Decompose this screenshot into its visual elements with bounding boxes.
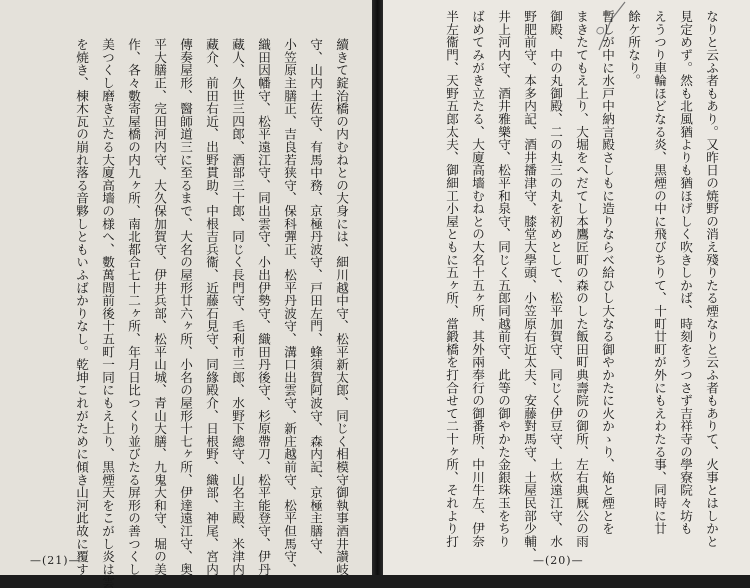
right-page bbox=[383, 0, 750, 575]
left-page-text bbox=[68, 38, 354, 588]
text-column: 小笠原主膳正、吉良若狭守、保科彈正、松平丹波守、溝口出雲守、新庄越前守、松平但馬守、 bbox=[282, 38, 297, 576]
text-column: 半左衞門、天野五郎太夫、御細工小屋ともに五ヶ所、當鍛橋を打合せて二十ヶ所、それより打 bbox=[444, 10, 459, 548]
book-gutter bbox=[372, 0, 383, 575]
left-page-number: —(21)— bbox=[30, 554, 81, 567]
text-column: 餘ケ所なり。 bbox=[626, 10, 641, 87]
text-column: 作、各々數寄屋橋の内九ヶ所、南北都合七十二ヶ所、年月日比つくり並びたる屏形の善つくし bbox=[126, 38, 141, 576]
text-column: 野肥前守、本多内記、酒井播津守、膝堂大學頭、小笠原右近太夫、安藤對馬守、土屋民部少輔、 bbox=[522, 10, 537, 561]
right-page-number: —(20)— bbox=[533, 554, 584, 567]
text-column: 井上河内守、酒井雅樂守、松平和泉守、同じく五郎同越前守、此等の御やかた金銀珠玉をちり bbox=[496, 10, 511, 548]
text-column: 美つくし磨き立たる大廈高墻の様へ、數萬間前後十五町一同にもえ上り、黒煙天をこがし炎は雲 bbox=[100, 38, 115, 588]
text-column: 暫しが中に水戸中納言殿さしもに造りならべ給ひし大なる御やかたに火かゝり、焔と煙とを bbox=[600, 10, 615, 535]
text-column: まきたてもえ上り、大堀をへだてし本鷹匠町の森のした飯田町典壽院の御所、左右典厩公の雨 bbox=[574, 10, 589, 548]
text-column: 續きて錠治橋の内むねとの大身には、細川越中守、松平新太郎、同じく相模守御執事酒井讃岐 bbox=[334, 38, 349, 576]
text-column: ばめてみがき立たる、大廈高墻むねとの大名十五ヶ所、其外兩奉行の御番所、中川牛左、伊奈 bbox=[470, 10, 485, 548]
text-column: 平大膳正、完田河内守、大久保加賀守、伊井兵部、松平山城、青山大膳、九鬼大和守、堀の美 bbox=[152, 38, 167, 576]
text-column: を焼き、棟木瓦の崩れ落る音夥しともいふばかりなし。乾坤これがために傾き山河此故に覆す bbox=[74, 38, 89, 576]
text-column: 傳奏屋形、醫師道三に至るまで、大名の屋形廿六ヶ所、小名の屋形十七ヶ所、伊達遠江守、奥 bbox=[178, 38, 193, 576]
text-column: 御殿、中の丸御殿、二の丸三の丸を初めとして、松平加賀守、同じく伊豆守、土炊遠江守、水 bbox=[548, 10, 563, 548]
left-page bbox=[0, 0, 372, 588]
text-column: 藏介、前田右近、出野貫助、中根吉兵衞、近藤石見守、同緣殿介、日根野、織部、神尾、宮内 bbox=[204, 38, 219, 576]
text-column: 織田因幡守、松平遠江守、同出雲守、小出伊勢守、織田丹後守、杉原帶刀、松平能登守、伊丹 bbox=[256, 38, 271, 576]
text-column: なりと云ふ者もあり。又昨日の焼野の消え殘りたる煙なりと云ふ者もありて、火事とはしかと bbox=[704, 10, 719, 548]
text-column: 藏人、久世三四郎、酒部三十郎、同じく長門守、毛利市三郎、水野下總守、山名主殿、米津内 bbox=[230, 38, 245, 576]
text-column: えうつり車輪ほどなる炎、黒煙の中に飛びちりて、十町廿町が外にもえわたる事、同時に廿 bbox=[652, 10, 667, 535]
text-column: 見定めず。然も北風猶よりも猶ほげしく吹きしかば、時刻をうつさず吉祥寺の學寮院々坊も bbox=[678, 10, 693, 535]
text-column: 守、山内土佐守、有馬中務、京極丹波守、戸田左門、蜂須賀阿波守、森内記、京極主膳守、 bbox=[308, 38, 323, 563]
